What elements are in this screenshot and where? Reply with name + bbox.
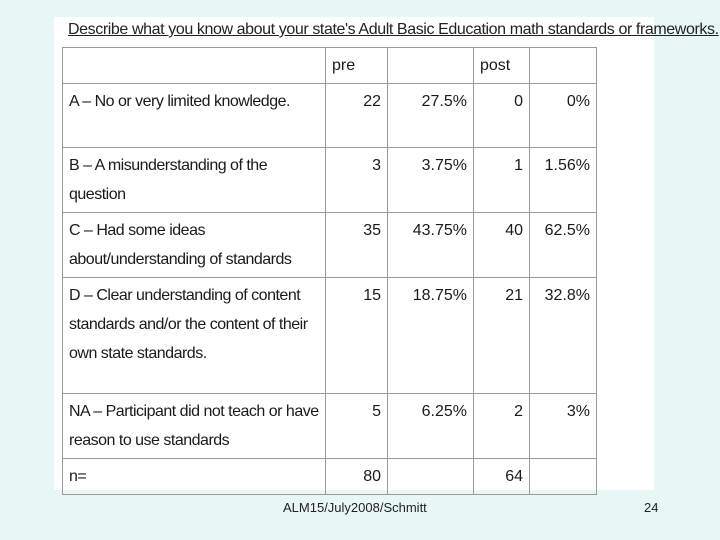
pre-percent: 18.75% — [388, 278, 474, 394]
row-label: NA – Participant did not teach or have reason to use standards — [63, 394, 326, 459]
post-percent: 32.8% — [530, 278, 597, 394]
post-percent — [530, 459, 597, 495]
pre-count: 22 — [326, 84, 388, 148]
table-row-total — [63, 459, 597, 495]
post-count: 40 — [474, 213, 530, 278]
pre-count: 35 — [326, 213, 388, 278]
table-row — [63, 394, 597, 459]
pre-percent: 3.75% — [388, 148, 474, 213]
row-label: n= — [63, 459, 326, 495]
table-row — [63, 213, 597, 278]
row-label: C – Had some ideas about/understanding of standards — [63, 213, 326, 278]
header-row — [63, 48, 597, 84]
header-cell-post-pct — [530, 48, 597, 84]
table-row — [63, 84, 597, 148]
header-cell-pre: pre — [326, 48, 388, 84]
post-count: 0 — [474, 84, 530, 148]
results-table — [62, 47, 597, 495]
row-label: A – No or very limited knowledge. — [63, 84, 326, 148]
pre-percent: 27.5% — [388, 84, 474, 148]
row-label: D – Clear understanding of content standards and/or the content of their own state standards. — [63, 278, 326, 394]
pre-count: 5 — [326, 394, 388, 459]
table-row — [63, 278, 597, 394]
pre-count: 3 — [326, 148, 388, 213]
post-percent: 3% — [530, 394, 597, 459]
post-percent: 0% — [530, 84, 597, 148]
table-image-panel — [54, 17, 719, 490]
post-count: 1 — [474, 148, 530, 213]
post-count: 2 — [474, 394, 530, 459]
post-percent: 62.5% — [530, 213, 597, 278]
footer-credit: ALM15/July2008/Schmitt — [283, 500, 427, 515]
survey-question: Describe what you know about your state's Adult Basic Education math standards or frameworks. — [68, 21, 719, 38]
row-label: B – A misunderstanding of the question — [63, 148, 326, 213]
header-cell-label — [63, 48, 326, 84]
pre-percent — [388, 459, 474, 495]
pre-percent: 6.25% — [388, 394, 474, 459]
header-cell-pre-pct — [388, 48, 474, 84]
table-row — [63, 148, 597, 213]
pre-count: 15 — [326, 278, 388, 394]
header-cell-post: post — [474, 48, 530, 84]
pre-percent: 43.75% — [388, 213, 474, 278]
post-percent: 1.56% — [530, 148, 597, 213]
post-count: 64 — [474, 459, 530, 495]
page-number: 24 — [644, 500, 659, 515]
post-count: 21 — [474, 278, 530, 394]
pre-count: 80 — [326, 459, 388, 495]
